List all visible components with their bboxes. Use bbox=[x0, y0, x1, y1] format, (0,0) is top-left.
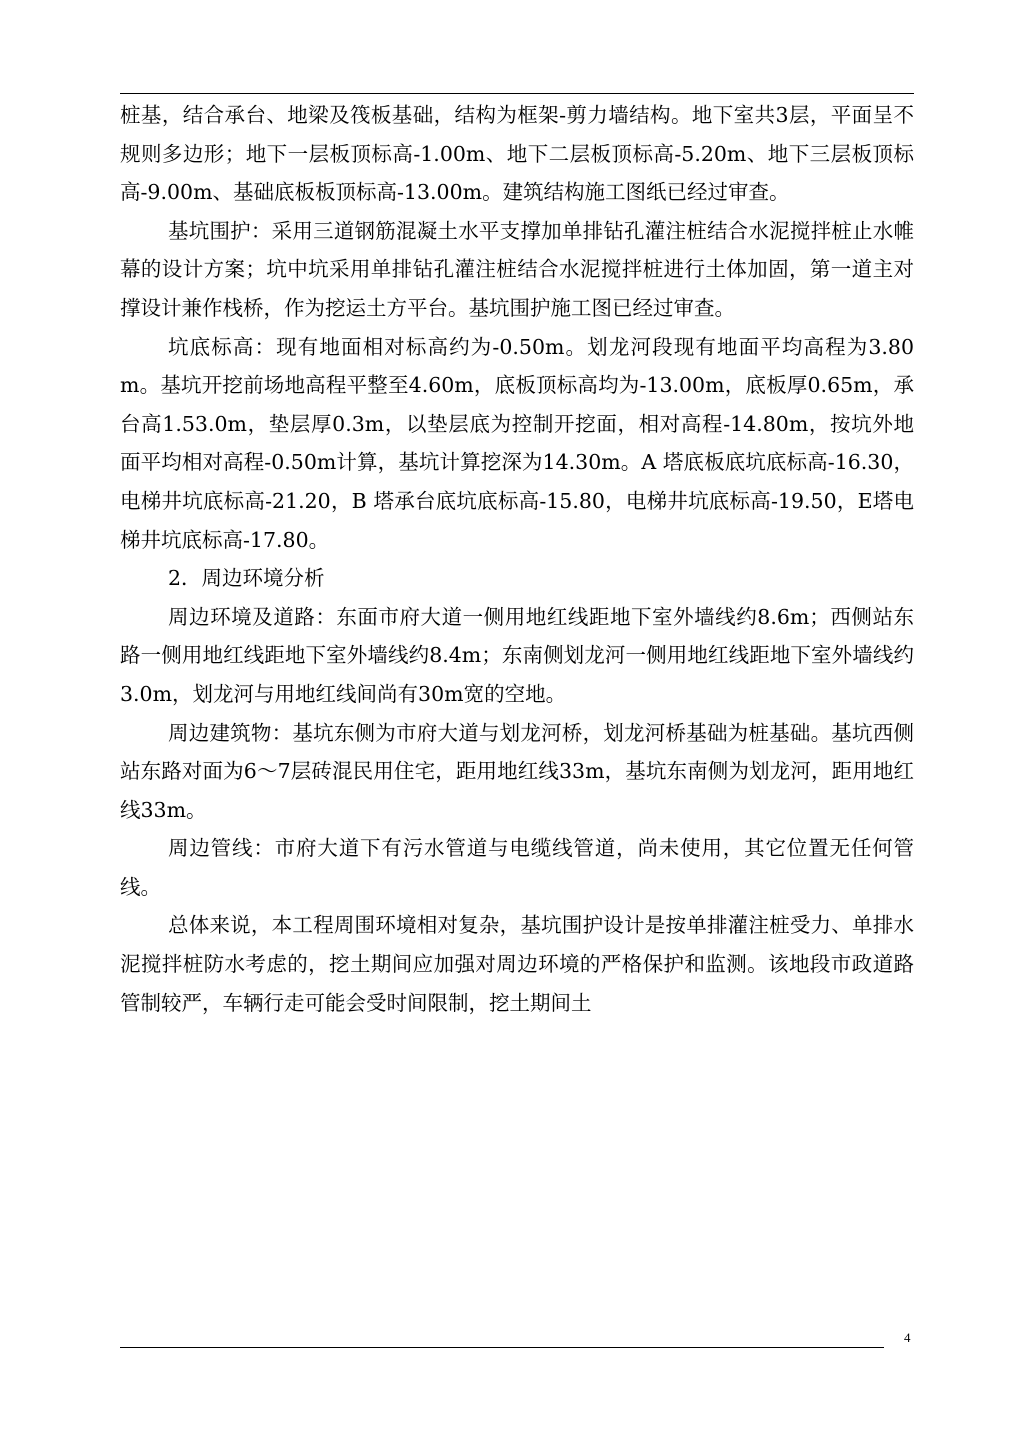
paragraph-surrounding-buildings: 周边建筑物：基坑东侧为市府大道与划龙河桥，划龙河桥基础为桩基础。基坑西侧站东路对面为6～7层砖混民用住宅，距用地红线33m，基坑东南侧为划龙河，距用地红线33m。 bbox=[120, 720, 914, 822]
section-heading: 2．周边环境分析 bbox=[168, 566, 325, 591]
paragraph-surrounding-pipelines: 周边管线：市府大道下有污水管道与电缆线管道，尚未使用，其它位置无任何管线。 bbox=[120, 836, 914, 899]
header-rule bbox=[120, 93, 914, 94]
footer-rule bbox=[120, 1347, 884, 1348]
paragraph-pit-elevation: 坑底标高：现有地面相对标高约为-0.50m。划龙河段现有地面平均高程为3.80m。基坑开挖前场地高程平整至4.60m，底板顶标高均为-13.00m，底板厚0.65m，承台高1.53.0m，垫层厚0.3m，以垫层底为控制开挖面，相对高程-14.80m，按坑外地面平均相对高程-0.50m计算，基坑计算挖深为14.30m。A 塔底板底坑底标高-16.30，电梯井坑底标高-21.20，B 塔承台底坑底标高-15.80，电梯井坑底标高-19.50，E塔电梯井坑底标高-17.80。 bbox=[120, 334, 914, 552]
page-number: 4 bbox=[904, 1330, 911, 1345]
paragraph-surroundings-roads: 周边环境及道路：东面市府大道一侧用地红线距地下室外墙线约8.6m；西侧站东路一侧用地红线距地下室外墙线约8.4m；东南侧划龙河一侧用地红线距地下室外墙线约3.0m，划龙河与用地红线间尚有30m宽的空地。 bbox=[120, 604, 914, 706]
paragraph-summary: 总体来说，本工程周围环境相对复杂，基坑围护设计是按单排灌注桩受力、单排水泥搅拌桩防水考虑的，挖土期间应加强对周边环境的严格保护和监测。该地段市政道路管制较严，车辆行走可能会受时间限制，挖土期间土 bbox=[120, 913, 914, 1015]
document-body bbox=[120, 96, 914, 1022]
paragraph-structure: 桩基，结合承台、地梁及筏板基础，结构为框架-剪力墙结构。地下室共3层，平面呈不规则多边形；地下一层板顶标高-1.00m、地下二层板顶标高-5.20m、地下三层板顶标高-9.00m、基础底板板顶标高-13.00m。建筑结构施工图纸已经过审查。 bbox=[120, 103, 914, 205]
paragraph-pit-support: 基坑围护：采用三道钢筋混凝土水平支撑加单排钻孔灌注桩结合水泥搅拌桩止水帷幕的设计方案；坑中坑采用单排钻孔灌注桩结合水泥搅拌桩进行土体加固，第一道主对撑设计兼作栈桥，作为挖运土方平台。基坑围护施工图已经过审查。 bbox=[120, 218, 914, 320]
